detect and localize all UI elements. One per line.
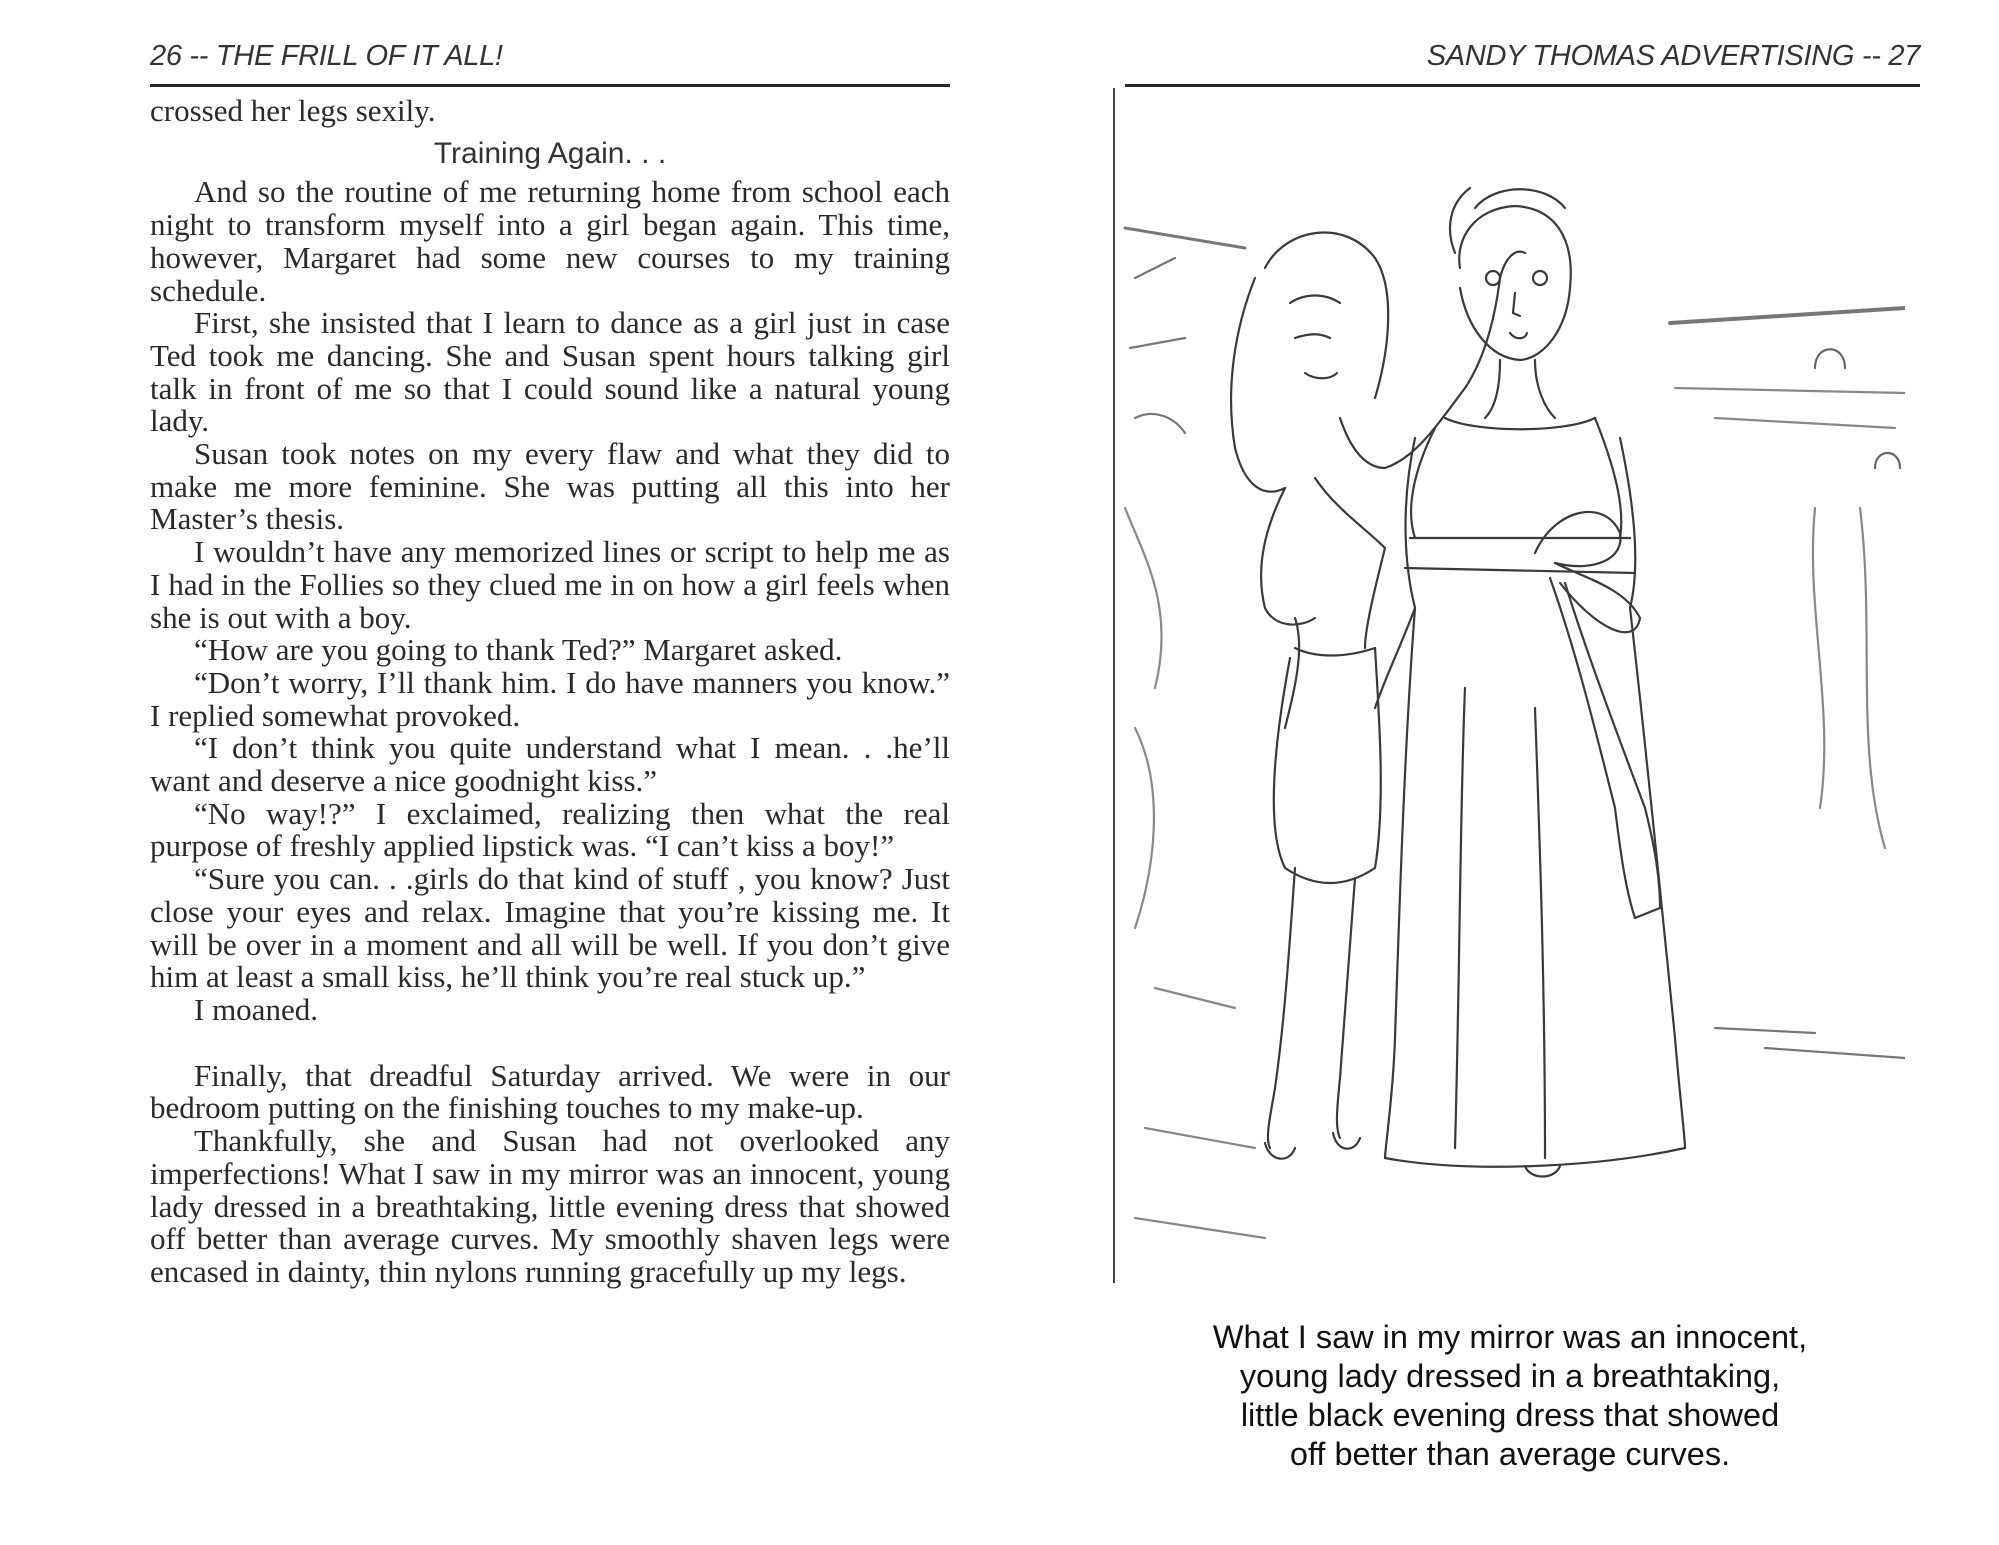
paragraph: “Sure you can. . .girls do that kind of stuff , you know? Just close your eyes and relax. Imagine that you’re kissing me. It will be over in a moment and all will be well. If you don’t give him at least a small kiss, he’ll think you’re real stuck up.”: [150, 861, 950, 995]
left-running-head: 26 -- THE FRILL OF IT ALL!: [150, 40, 950, 87]
sketch-two-women-dressing-icon: [1115, 88, 1905, 1283]
paragraph: “No way!?” I exclaimed, realizing then what the real purpose of freshly applied lipstick was. “I can’t kiss a boy!”: [150, 795, 950, 864]
paragraph: crossed her legs sexily.: [150, 93, 436, 128]
paragraph: Finally, that dreadful Saturday arrived. We were in our bedroom putting on the finishing touches to my make-up.: [150, 1057, 950, 1126]
section-subhead: Training Again. . .: [433, 136, 667, 170]
paragraph: Thankfully, she and Susan had not overlooked any imperfections! What I saw in my mirror was an innocent, young lady dressed in a breathtaking, little evening dress that showed off better than average curves. My smoothly shaven legs were encased in dainty, thin nylons running gracefully up my legs.: [150, 1123, 950, 1289]
illustration: [1113, 88, 1905, 1283]
caption-line: young lady dressed in a breathtaking,: [1239, 1358, 1781, 1394]
left-page: [150, 40, 950, 1289]
paragraph: “Don’t worry, I’ll thank him. I do have manners you know.” I replied somewhat provoked.: [150, 664, 950, 733]
right-page: [1125, 40, 1920, 87]
paragraph: I moaned.: [194, 991, 318, 1027]
illustration-caption: [1150, 1318, 1870, 1474]
left-body-text: [150, 95, 950, 1289]
caption-line: off better than average curves.: [1289, 1436, 1731, 1472]
caption-line: little black evening dress that showed: [1240, 1397, 1780, 1433]
right-running-head: SANDY THOMAS ADVERTISING -- 27: [1125, 40, 1920, 87]
paragraph: “I don’t think you quite understand what I mean. . .he’ll want and deserve a nice goodnight kiss.”: [150, 730, 950, 799]
caption-line: What I saw in my mirror was an innocent,: [1212, 1319, 1808, 1355]
paragraph: And so the routine of me returning home from school each night to transform myself into a girl began again. This time, however, Margaret had some new courses to my training schedule.: [150, 174, 950, 308]
paragraph: I wouldn’t have any memorized lines or script to help me as I had in the Follies so they clued me in on how a girl feels when she is out with a boy.: [150, 534, 950, 635]
paragraph: “How are you going to thank Ted?” Margaret asked.: [194, 632, 843, 668]
paragraph: Susan took notes on my every flaw and what they did to make me more feminine. She was putting all this into her Master’s thesis.: [150, 436, 950, 537]
paragraph: First, she insisted that I learn to dance as a girl just in case Ted took me dancing. She and Susan spent hours talking girl talk in front of me so that I could sound like a natural young lady.: [150, 305, 950, 439]
